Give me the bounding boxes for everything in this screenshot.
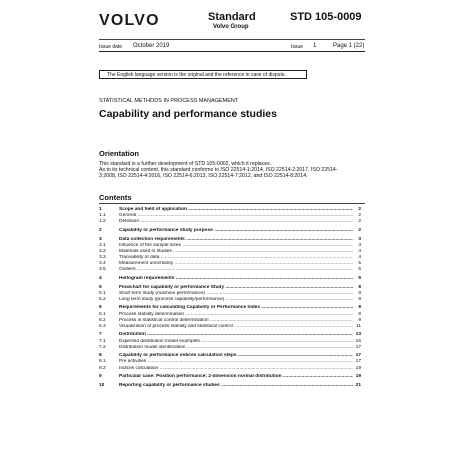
contents-heading: Contents (99, 193, 132, 202)
toc-entry-page: 13 (355, 332, 361, 338)
toc-entry-title: Measurement uncertainty ..... (119, 261, 353, 267)
toc-entry-page: 9 (358, 311, 361, 317)
orientation-line: As to its technical content, this standard conforms to ISO 22514-1:2014, ISO 22514-2:2017, ISO 22514- (99, 167, 338, 174)
toc-entry-number: 3.3 (99, 254, 106, 260)
toc-entry-page: 16 (355, 338, 361, 344)
toc-entry-number: 4 (99, 275, 102, 281)
toc-entry-title: Pre activities ..... (119, 359, 353, 365)
toc-entry[interactable] (99, 345, 361, 351)
toc-entry[interactable] (99, 366, 361, 372)
toc-entry-title: Particular case: Position performance; 2-dimension normal distribution ..... (119, 374, 353, 380)
toc-entry-number: 8.2 (99, 365, 106, 371)
toc-entry[interactable] (99, 261, 361, 267)
toc-entry-title: Indices calculation ..... (119, 366, 353, 372)
standard-label: Standard (208, 11, 256, 23)
toc-entry-page: 2 (358, 207, 361, 212)
orientation-line: This standard is a further development of STD 105-0002, which it replaces. (99, 161, 272, 167)
toc-entry-number: 6.1 (99, 311, 106, 317)
toc-entry-number: 5.1 (99, 290, 106, 296)
toc-entry-title: Requirements for calculating Capability or Performance Index ..... (119, 305, 353, 311)
toc-entry-page: 4 (358, 254, 361, 260)
toc-entry-page: 2 (358, 213, 361, 219)
orientation-heading: Orientation (99, 149, 140, 158)
toc-entry-page: 19 (355, 365, 361, 371)
toc-entry-number: 6.2 (99, 317, 106, 323)
toc-entry-number: 8.1 (99, 359, 106, 365)
toc-entry[interactable] (99, 207, 361, 213)
toc-entry-title: Process stability determination ..... (119, 312, 353, 318)
toc-entry-page: 8 (358, 284, 361, 290)
orientation-line: 3:2008, ISO 22514-4:2016, ISO 22514-6:2013, ISO 22514-7:2012, and ISO 22514-8:2014. (99, 173, 308, 180)
toc-entry-number: 3.2 (99, 248, 106, 254)
toc-entry[interactable] (99, 237, 361, 243)
toc-entry-number: 5 (99, 284, 102, 290)
toc-entry-page: 17 (355, 359, 361, 365)
toc-entry-page: 21 (355, 382, 361, 388)
toc-entry-title: Distribution ..... (119, 332, 353, 338)
toc-entry-page: 3 (358, 236, 361, 242)
toc-entry[interactable] (99, 291, 361, 297)
toc-entry-number: 7.1 (99, 338, 106, 344)
toc-entry-number: 1 (99, 207, 102, 212)
toc-entry-page: 2 (358, 227, 361, 233)
toc-entry-title: Traceability of data ..... (119, 255, 353, 261)
toc-entry-page: 8 (358, 290, 361, 296)
toc-entry-number: 7 (99, 332, 102, 338)
toc-entry[interactable] (99, 332, 361, 338)
toc-entry-title: Distribution model identification ..... (119, 345, 353, 351)
toc-entry[interactable] (99, 359, 361, 365)
toc-entry[interactable] (99, 213, 361, 219)
issue-date-label: Issue date (99, 44, 123, 50)
toc-entry-title: Flowchart for capability or performance Study ..... (119, 285, 353, 291)
orientation-text (99, 161, 365, 180)
document-title: Capability and performance studies (99, 108, 277, 120)
toc-entry[interactable] (99, 228, 361, 234)
toc-entry[interactable] (99, 249, 361, 255)
toc-entry[interactable] (99, 312, 361, 318)
standard-number: STD 105-0009 (290, 11, 362, 23)
toc-entry[interactable] (99, 383, 361, 389)
toc-entry-number: 3.5 (99, 267, 106, 273)
toc-entry-number: 5.2 (99, 296, 106, 302)
toc-entry-number: 9 (99, 374, 102, 380)
toc-entry-title: Outliers ..... (119, 267, 353, 273)
contents-top-rule (99, 203, 365, 204)
toc-entry-page: 17 (355, 344, 361, 350)
toc-entry-page: 9 (358, 296, 361, 302)
issue-label: Issue (291, 44, 303, 50)
toc-entry-number: 8 (99, 353, 102, 359)
toc-entry-page: 5 (358, 267, 361, 273)
issue-date: October 2019 (133, 43, 170, 49)
toc-entry-number: 6.3 (99, 323, 106, 329)
toc-entry-title: Influence of the sample sizes ..... (119, 243, 353, 249)
toc-entry-title: Visualization of process stability and statistical control ..... (119, 324, 353, 330)
toc-entry[interactable] (99, 276, 361, 282)
toc-entry[interactable] (99, 297, 361, 303)
toc-entry-page: 9 (358, 317, 361, 323)
toc-entry-title: Capability or performance study purpose ..... (119, 228, 353, 234)
toc-entry[interactable] (99, 305, 361, 311)
toc-entry-number: 10 (99, 382, 105, 388)
toc-entry-page: 19 (355, 374, 361, 380)
toc-entry-title: Expected distribution model examples ..... (119, 339, 353, 345)
toc-entry-page: 4 (358, 248, 361, 254)
toc-entry[interactable] (99, 267, 361, 273)
toc-entry-title: Process in statistical control determination ..... (119, 318, 353, 324)
toc-entry-title: Long term study (process capability/performance) ..... (119, 297, 353, 303)
toc-entry-title: Materials used in studies ..... (119, 249, 353, 255)
toc-entry[interactable] (99, 324, 361, 330)
toc-entry[interactable] (99, 318, 361, 324)
toc-entry-page: 5 (358, 261, 361, 266)
group-label: Volvo Group (213, 24, 249, 30)
toc-entry-page: 3 (358, 242, 361, 248)
header-divider (99, 39, 365, 40)
toc-entry-number: 3 (99, 236, 102, 242)
toc-entry-page: 9 (358, 305, 361, 311)
meta-divider (99, 51, 365, 52)
toc-entry[interactable] (99, 374, 361, 380)
toc-entry[interactable] (99, 285, 361, 291)
toc-entry-title: Definition ..... (119, 219, 353, 225)
issue-number: 1 (313, 43, 317, 49)
toc-entry-number: 1.1 (99, 213, 106, 219)
toc-entry-number: 2 (99, 227, 102, 233)
language-notice: The English language version is the original and the reference in case of dispute. (99, 70, 307, 79)
toc-entry-title: Scope and field of application ..... (119, 207, 353, 213)
section-label: STATISTICAL METHODS IN PROCESS MANAGEMENT (99, 98, 239, 104)
toc-entry-page: 5 (358, 275, 361, 281)
volvo-logo: VOLVO (99, 12, 160, 29)
toc-entry-number: 7.2 (99, 344, 106, 350)
toc-entry[interactable] (99, 255, 361, 261)
toc-entry-title: Reporting capability or performance studies ..... (119, 383, 353, 389)
toc-entry-number: 6 (99, 305, 102, 311)
toc-entry-page: 17 (355, 353, 361, 359)
toc-entry-title: Short term study (machine performance) ..... (119, 291, 353, 297)
toc-entry[interactable] (99, 219, 361, 225)
toc-entry[interactable] (99, 353, 361, 359)
toc-entry[interactable] (99, 243, 361, 249)
page-number: Page 1 (22) (333, 43, 365, 49)
toc-entry-number: 3.4 (99, 261, 106, 266)
toc-entry-title: Histogram requirements ..... (119, 276, 353, 282)
toc-entry-title: Data collection requirements ..... (119, 237, 353, 243)
toc-entry[interactable] (99, 339, 361, 345)
toc-entry-title: General ..... (119, 213, 353, 219)
toc-entry-page: 11 (356, 323, 361, 329)
toc-entry-number: 1.2 (99, 219, 106, 225)
toc-entry-number: 3.1 (99, 242, 106, 248)
toc-entry-title: Capability or performance indices calculation steps ..... (119, 353, 353, 359)
toc-entry-page: 2 (358, 219, 361, 225)
